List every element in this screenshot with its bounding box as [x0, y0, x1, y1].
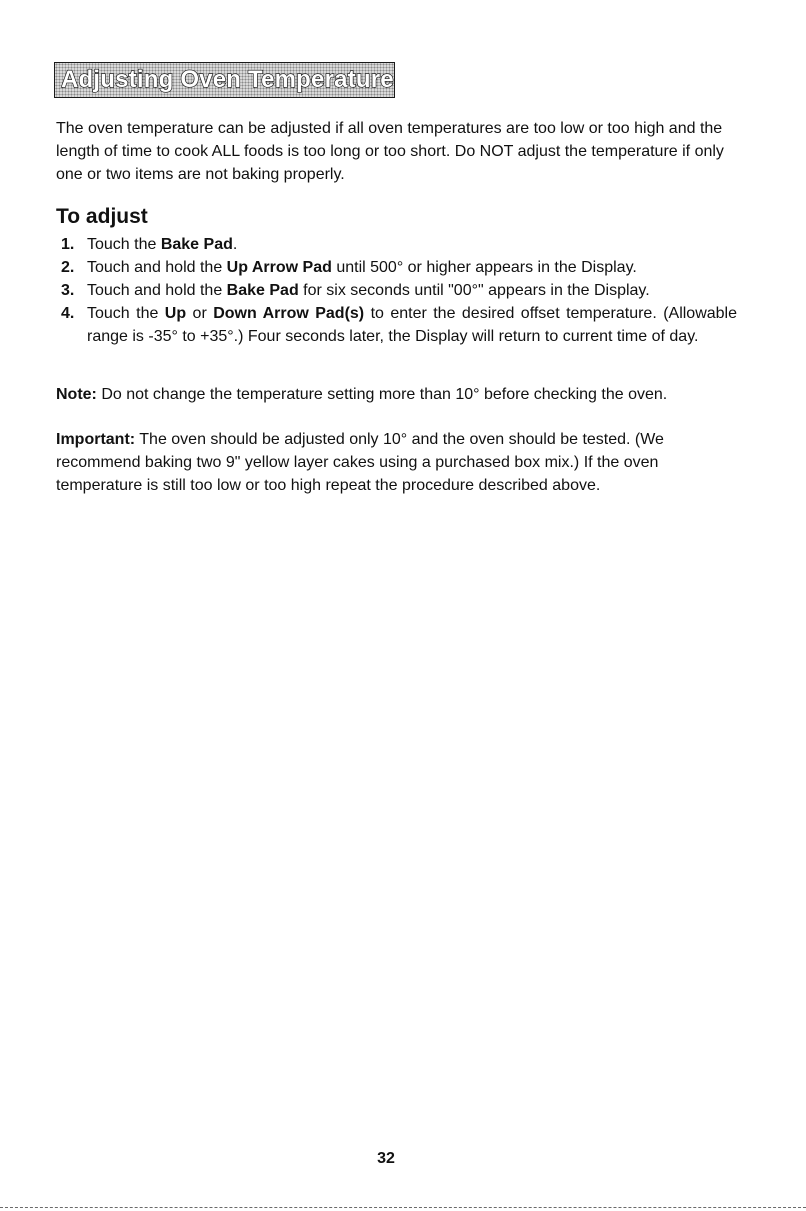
step-number: 4.: [61, 305, 75, 322]
section-title: Adjusting Oven Temperature: [61, 66, 394, 93]
step-text: Touch the: [87, 236, 161, 253]
step-text: for six seconds until "00°" appears in the Display.: [298, 282, 650, 299]
step-item: [56, 279, 737, 302]
note-label: Note:: [56, 386, 97, 403]
adjust-steps-list: [56, 233, 737, 348]
step-key-label: Bake Pad: [226, 282, 299, 299]
note-text: Do not change the temperature setting more than 10° before checking the oven.: [96, 386, 668, 403]
intro-paragraph: The oven temperature can be adjusted if all oven temperatures are too low or too high and the length of time to cook ALL foods is too long or too short. Do NOT adjust the temperature if only one or two items are not baking properly.: [56, 120, 724, 183]
step-item: [56, 256, 737, 279]
step-text: Touch and hold the: [87, 282, 227, 299]
important-label: Important:: [56, 431, 136, 448]
note-paragraph: [56, 383, 746, 406]
step-number: 3.: [61, 282, 75, 299]
step-key-label: Bake Pad: [160, 236, 233, 253]
bottom-rule: [0, 1207, 806, 1208]
step-text: Touch and hold the: [87, 259, 227, 276]
step-key-label: Down Arrow Pad(s): [213, 305, 365, 322]
step-key-label: Up Arrow Pad: [226, 259, 332, 276]
page-number: 32: [377, 1150, 395, 1167]
step-key-label: Up: [164, 305, 187, 322]
step-text: or: [186, 305, 214, 322]
important-text: The oven should be adjusted only 10° and the oven should be tested. (We recommend baking two 9" yellow layer cakes using a purchased box mix.) If the oven temperature is still too low or too high repeat the procedure described above.: [56, 431, 664, 494]
step-number: 2.: [61, 259, 75, 276]
section-title-box: [54, 62, 395, 98]
step-item: [56, 302, 737, 348]
step-text: Touch the: [87, 305, 165, 322]
step-text: to enter the desired offset temperature. (Allowable range is -35° to +35°.) Four seconds later, the Display will return to current time of day.: [87, 305, 738, 345]
important-paragraph: [56, 428, 740, 497]
step-item: [56, 233, 737, 256]
step-text: until 500° or higher appears in the Display.: [331, 259, 637, 276]
step-number: 1.: [61, 236, 75, 253]
adjust-heading: To adjust: [56, 205, 148, 228]
step-text: .: [232, 236, 238, 253]
